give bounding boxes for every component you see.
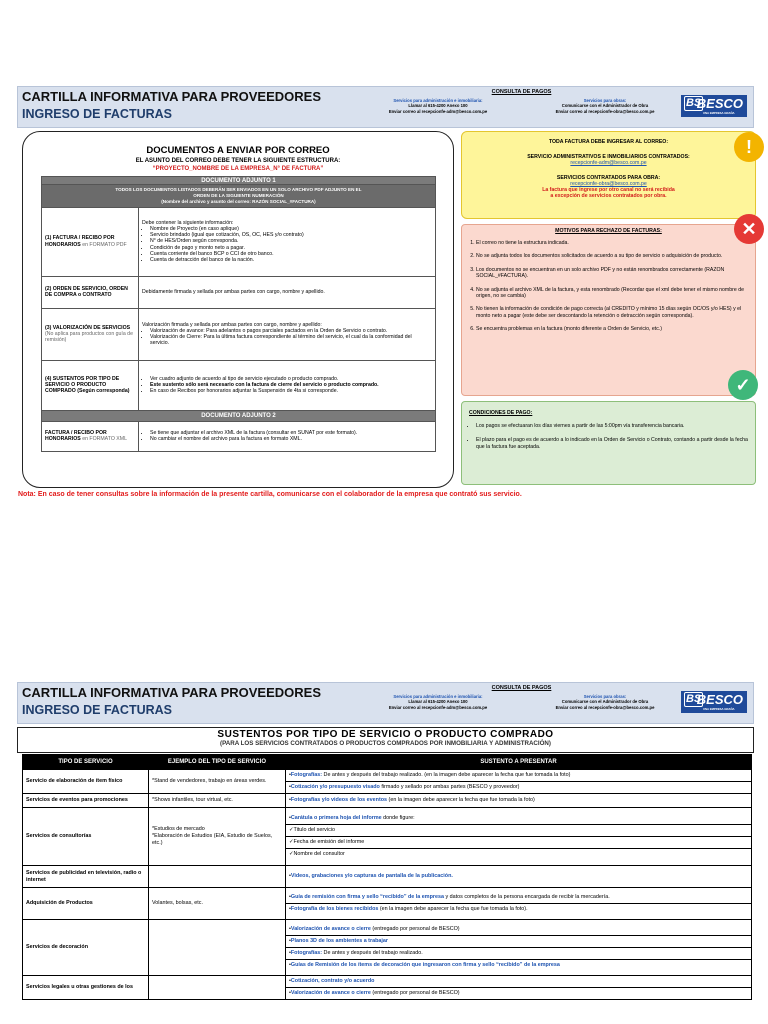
logo-subtext: UNA EMPRESA GRAÑA xyxy=(703,707,735,711)
admin-contact-email: Enviar correo al recepcionfe-adm@besco.com.pe xyxy=(388,108,488,114)
sustento-text: (entregado por personal de BESCO) xyxy=(370,926,460,932)
sustento-highlight: Cotización y/o presupuesto visado xyxy=(290,784,380,790)
table-row xyxy=(42,421,436,451)
header-banner xyxy=(17,86,754,128)
sustentos-table xyxy=(22,754,752,1000)
sustento-highlight: Carátula o primera hoja del informe xyxy=(290,815,382,821)
sustento-cell xyxy=(286,794,752,808)
rechazo-list xyxy=(468,240,749,333)
sustento-highlight: Guía de remisión con firma y sello “recibido” de la empresa xyxy=(290,894,444,900)
condiciones-list xyxy=(468,423,749,450)
ejemplo-cell xyxy=(149,866,286,888)
sustento-line xyxy=(286,849,751,860)
list-item: 4. No se adjunta el archivo XML de la factura, y esta renombrado (Recordar que el xml debe tener el mismo nombre de origen, no se cambia) xyxy=(476,287,749,300)
condiciones-box xyxy=(461,401,756,485)
list-item: 6. Se encuentra problemas en la factura (monto diferente a Orden de Servicio, etc.) xyxy=(476,326,749,332)
documents-box xyxy=(22,131,454,488)
tipo-servicio-cell: Servicios legales u otras gestiones de los xyxy=(23,976,149,1000)
sustento-text: De antes y después del trabajo realizado. (en la imagen debe aparecer la fecha que fue tomada la foto) xyxy=(322,772,571,778)
sustento-text: (en la imagen debe aparecer la fecha que fue tomada la foto). xyxy=(378,906,528,912)
table-row xyxy=(23,976,752,1000)
sustento-cell xyxy=(286,866,752,888)
row-content-factura: Debe contener la siguiente información: • Nombre de Proyecto (en caso aplique) • Servicio brindado (igual que cotización, OS, OC, HES y/o contrato) • N° de HES/Orden según corresponda. • Condición de pago y monto neto a pagar. • Cuenta corriente del banco BCP o CCI de otro banco. • Cuenta de detracción del banco de la nación. xyxy=(139,207,436,276)
sustento-highlight: Cotización, contrato y/o acuerdo xyxy=(290,978,375,984)
header-subtitle: INGRESO DE FACTURAS xyxy=(22,703,173,717)
consultas-note: Nota: En caso de tener consultas sobre la información de la presente cartilla, comunicarse con el colaborador de la empresa que contrató sus servicio. xyxy=(18,491,522,498)
adjunto-2-header: DOCUMENTO ADJUNTO 2 xyxy=(42,410,436,421)
sustento-text: ✓Nombre del consultor xyxy=(289,851,345,857)
sustentos-title-box xyxy=(17,727,754,753)
sustento-line: •Valorización de avance o cierre (entregado por personal de BESCO) xyxy=(286,924,751,936)
canal-warning-line1: La factura que ingrese por otro canal no será recibida xyxy=(542,187,675,193)
header-subtitle: INGRESO DE FACTURAS xyxy=(22,107,173,121)
sustento-highlight: Valorización de avance o cierre xyxy=(290,990,371,996)
table-row xyxy=(42,360,436,410)
logo-text: BESCO xyxy=(696,96,743,111)
consulta-pagos-block xyxy=(358,87,685,127)
tipo-servicio-cell: Servicios de decoración xyxy=(23,920,149,976)
list-item: • El plazo para el pago es de acuerdo a lo indicado en la Orden de Servicio o Contrato, contando a partir desde la fecha que la factura fue aceptada. xyxy=(476,437,749,450)
row-content-orden: Debidamente firmada y sellada por ambas partes con cargo, nombre y apellido. xyxy=(139,276,436,308)
sustento-highlight: Fotografías: xyxy=(290,772,323,778)
header-title: CARTILLA INFORMATIVA PARA PROVEEDORES xyxy=(22,685,321,700)
table-row xyxy=(42,308,436,360)
obras-contact-email: Enviar correo al recepcionfe-obra@besco.com.pe xyxy=(555,704,655,710)
obras-contact-head: Servicios para obras: xyxy=(583,694,627,699)
sustento-cell xyxy=(286,808,752,866)
table-row xyxy=(23,808,752,866)
row-label-xml: FACTURA / RECIBO POR HONORARIOS en FORMATO XML xyxy=(42,421,139,451)
sustento-highlight: Fotografía de los bienes recibidos xyxy=(290,906,379,912)
sustento-cell xyxy=(286,770,752,794)
table-row xyxy=(23,866,752,888)
sustento-cell xyxy=(286,920,752,976)
tipo-servicio-cell: Servicios de publicidad en televisión, radio o internet xyxy=(23,866,149,888)
tipo-servicio-cell: Adquisición de Productos xyxy=(23,888,149,920)
sustento-line: •Guías de Remisión de los ítems de decoración que ingresaron con firma y sello “recibido” de la empresa xyxy=(289,962,560,968)
ejemplo-cell xyxy=(149,920,286,976)
obra-services-label: SERVICIOS CONTRATADOS PARA OBRA: xyxy=(556,175,661,181)
sustento-line: •Fotografía de los bienes recibidos (en la imagen debe aparecer la fecha que fue tomada la foto). xyxy=(289,906,528,912)
admin-services-label: SERVICIO ADMINISTRATIVOS E INMOBILIARIOS CONTRATADOS: xyxy=(527,154,690,160)
adjunto-1-description: TODOS LOS DOCUMENTOS LISTADOS DEBERÁN SER ENVIADOS EN UN SOLO ARCHIVO PDF ADJUNTO EN EL ORDEN DE LA SIGUIENTE NUMERACIÓN (Nombre del archivo y asunto del correo: RAZÓN SOCIAL_#FACTURA) xyxy=(42,185,436,207)
sustento-text: ✓Titulo del servicio xyxy=(289,827,335,833)
column-header: TIPO DE SERVICIO xyxy=(23,755,149,770)
sustentos-title: SUSTENTOS POR TIPO DE SERVICIO O PRODUCTO COMPRADO xyxy=(217,729,554,740)
header-title: CARTILLA INFORMATIVA PARA PROVEEDORES xyxy=(22,89,321,104)
table-row xyxy=(23,920,752,976)
condiciones-title: CONDICIONES DE PAGO: xyxy=(469,410,533,416)
warning-icon: ! xyxy=(734,132,764,162)
row-content-xml: • Se tiene que adjuntar el archivo XML de la factura (consultar en SUNAT por este formato). • No cambiar el nombre del archivo para la factura en formato XML. xyxy=(139,421,436,451)
sustentos-subtitle: (PARA LOS SERVICIOS CONTRATADOS O PRODUCTOS COMPRADOS POR INMOBILIARIA Y ADMINISTRACIÓN) xyxy=(220,740,551,747)
sustento-highlight: Videos, grabaciones y/o capturas de pantalla de la publicación. xyxy=(290,873,453,879)
sustento-line: •Cotización, contrato y/o acuerdo xyxy=(286,976,751,988)
obras-contact-email: Enviar correo al recepcionfe-obra@besco.com.pe xyxy=(555,108,655,114)
ejemplo-cell: *Estudios de mercado *Elaboración de Estudios (EIA, Estudio de Suelos, etc.) xyxy=(149,808,286,866)
sustento-line xyxy=(286,825,751,837)
row-label-sustentos: (4) SUSTENTOS POR TIPO DE SERVICIO O PRODUCTO COMPRADO (Según corresponda) xyxy=(42,360,139,410)
sustento-line xyxy=(286,837,751,849)
ejemplo-cell: *Stand de vendedores, trabajo en áreas verdes. xyxy=(149,770,286,794)
adjunto-1-header: DOCUMENTO ADJUNTO 1 xyxy=(42,177,436,185)
sustento-cell xyxy=(286,976,752,1000)
sustento-line: •Fotografías y/o videos de los eventos (en la imagen debe aparecer la fecha que fue tomada la foto) xyxy=(289,797,535,803)
rechazo-title: MOTIVOS PARA RECHAZO DE FACTURAS: xyxy=(555,228,662,234)
subject-instructions: EL ASUNTO DEL CORREO DEBE TENER LA SIGUIENTE ESTRUCTURA: xyxy=(135,158,341,164)
sustento-line: •Carátula o primera hoja del informe donde figure: xyxy=(286,813,751,825)
correo-info-box xyxy=(461,131,756,219)
sustento-text: De antes y después del trabajo realizado. xyxy=(322,950,423,956)
admin-email-link[interactable]: recepcionfe-adm@besco.com.pe xyxy=(570,160,647,166)
sustento-cell xyxy=(286,888,752,920)
table-row xyxy=(23,888,752,920)
sustento-highlight: Guías de Remisión de los ítems de decoración que ingresaron con firma y sello “recibido” de la empresa xyxy=(290,962,560,968)
row-label-valorizacion: (3) VALORIZACIÓN DE SERVICIOS (No aplica para productos con guía de remisión) xyxy=(42,308,139,360)
ejemplo-cell xyxy=(149,976,286,1000)
list-item: 1. El correo no tiene la estructura indicada. xyxy=(476,240,749,246)
table-row xyxy=(42,276,436,308)
sustento-line: •Cotización y/o presupuesto visado firmado y sellado por ambas partes (BESCO y proveedor) xyxy=(289,784,520,790)
obras-contact-admin: Comunicarse con el Administrador de Obra xyxy=(561,699,649,705)
sustento-line: •Valorización de avance o cierre (entregado por personal de BESCO) xyxy=(289,990,460,996)
admin-contact-phone: Llamar al 615-4200 Anexo 100 xyxy=(408,103,468,109)
tipo-servicio-cell: Servicios de eventos para promociones xyxy=(23,794,149,808)
sustento-text: (en la imagen debe aparecer la fecha que fue tomada la foto) xyxy=(387,797,535,803)
table-row xyxy=(42,207,436,276)
sustento-highlight: Fotografías: xyxy=(290,950,323,956)
besco-logo xyxy=(681,95,747,117)
list-item: 2. No se adjunta todos los documentos solicitados de acuerdo a su tipo de servicio o adquisición de producto. xyxy=(476,253,749,259)
row-label-orden: (2) ORDEN DE SERVICIO, ORDEN DE COMPRA o CONTRATO xyxy=(42,276,139,308)
consulta-pagos-title: CONSULTA DE PAGOS xyxy=(491,685,552,691)
correo-heading: TODA FACTURA DEBE INGRESAR AL CORREO: xyxy=(548,139,669,145)
tipo-servicio-cell: Servicios de consultorías xyxy=(23,808,149,866)
admin-contact-email: Enviar correo al recepcionfe-adm@besco.com.pe xyxy=(388,704,488,710)
check-icon: ✓ xyxy=(728,370,758,400)
sustento-text: donde figure: xyxy=(381,815,415,821)
sustento-line: •Planos 3D de los ambientes a trabajar xyxy=(286,936,751,948)
close-icon: ✕ xyxy=(734,214,764,244)
list-item: 3. Los documentos no se encuentran en un solo archivo PDF y no están renombrados correctamente (RAZON SOCIAL_#FACTURA). xyxy=(476,267,749,280)
documents-table xyxy=(41,176,436,452)
row-content-valorizacion: Valorización firmada y sellada por ambas partes con cargo, nombre y apellido: • Valorización de avance: Para adelantos o pagos parciales pactados en la Orden de Servicio o contrato. • Valorización de Cierre: Para la última factura correspondiente al término del servicio, el cual da la conformidad del servicio. xyxy=(139,308,436,360)
ejemplo-cell: *Shows infantiles, tour virtual, etc. xyxy=(149,794,286,808)
logo-text: BESCO xyxy=(696,692,743,707)
sustento-text: ✓Fecha de emisión del informe xyxy=(289,839,365,845)
sustento-line: •Videos, grabaciones y/o capturas de pantalla de la publicación. xyxy=(289,873,453,879)
sustento-text: firmado y sellado por ambas partes (BESCO y proveedor) xyxy=(379,784,520,790)
consulta-pagos-title: CONSULTA DE PAGOS xyxy=(491,89,552,95)
tipo-servicio-cell: Servicio de elaboración de ítem físico xyxy=(23,770,149,794)
obra-email-link[interactable]: recepcionfe-obra@besco.com.pe xyxy=(570,181,647,187)
consulta-pagos-block xyxy=(358,683,685,723)
logo-bs-mark: BS xyxy=(686,693,702,705)
list-item: • Los pagos se efectuaran los días viernes a partir de las 5:00pm vía transferencia bancaria. xyxy=(476,423,749,429)
sustento-highlight: Fotografías y/o videos de los eventos xyxy=(290,797,388,803)
header-banner-page2 xyxy=(17,682,754,724)
logo-subtext: UNA EMPRESA GRAÑA xyxy=(703,111,735,115)
admin-contact-head: Servicios para administración e inmobiliaria: xyxy=(393,694,483,699)
besco-logo xyxy=(681,691,747,713)
column-header: EJEMPLO DEL TIPO DE SERVICIO xyxy=(149,755,286,770)
sustento-line: •Fotografías: De antes y después del trabajo realizado. (en la imagen debe aparecer la fecha que fue tomada la foto) xyxy=(286,770,751,782)
admin-contact-head: Servicios para administración e inmobiliaria: xyxy=(393,98,483,103)
obras-contact-head: Servicios para obras: xyxy=(583,98,627,103)
table-header-row xyxy=(23,755,752,770)
sustento-highlight: Planos 3D de los ambientes a trabajar xyxy=(290,938,388,944)
list-item: 5. No tienen la información de condición de pago correcta (al CREDITO y mínimo 15 días según OC/OS y/o HES) y el monto neto a pagar (este debe ser descontando la retención o detracción según corresponda). xyxy=(476,306,749,319)
sustento-line: •Guía de remisión con firma y sello “recibido” de la empresa y datos completos de la persona encargada de recibir la mercadería. xyxy=(286,892,751,904)
subject-format: “PROYECTO_NOMBRE DE LA EMPRESA_N° DE FACTURA” xyxy=(152,166,324,172)
obras-contact-admin: Comunicarse con el Administrador de Obra xyxy=(561,103,649,109)
table-row xyxy=(23,770,752,794)
sustento-line: •Fotografías: De antes y después del trabajo realizado. xyxy=(286,948,751,960)
admin-contact-phone: Llamar al 615-4200 Anexo 100 xyxy=(408,699,468,705)
canal-warning-line2: a excepción de servicios contratados por obra. xyxy=(550,193,667,199)
sustento-text: (entregado por personal de BESCO) xyxy=(370,990,460,996)
row-content-sustentos: • Ver cuadro adjunto de acuerdo al tipo de servicio ejecutado o producto comprado. • Este sustento sólo será necesario con la factura de cierre del servicio o producto comprado. • En caso de Recibos por honorarios adjuntar la Suspensión de 4ta si corresponde. xyxy=(139,360,436,410)
row-label-factura: (1) FACTURA / RECIBO POR HONORARIOS en FORMATO PDF xyxy=(42,207,139,276)
sustento-highlight: Valorización de avance o cierre xyxy=(290,926,371,932)
logo-bs-mark: BS xyxy=(686,97,702,109)
sustento-text: y datos completos de la persona encargada de recibir la mercadería. xyxy=(443,894,610,900)
ejemplo-cell: Volantes, bolsas, etc. xyxy=(149,888,286,920)
documents-title: DOCUMENTOS A ENVIAR POR CORREO xyxy=(146,145,330,156)
column-header: SUSTENTO A PRESENTAR xyxy=(286,755,752,770)
table-row xyxy=(23,794,752,808)
rechazo-box xyxy=(461,224,756,396)
